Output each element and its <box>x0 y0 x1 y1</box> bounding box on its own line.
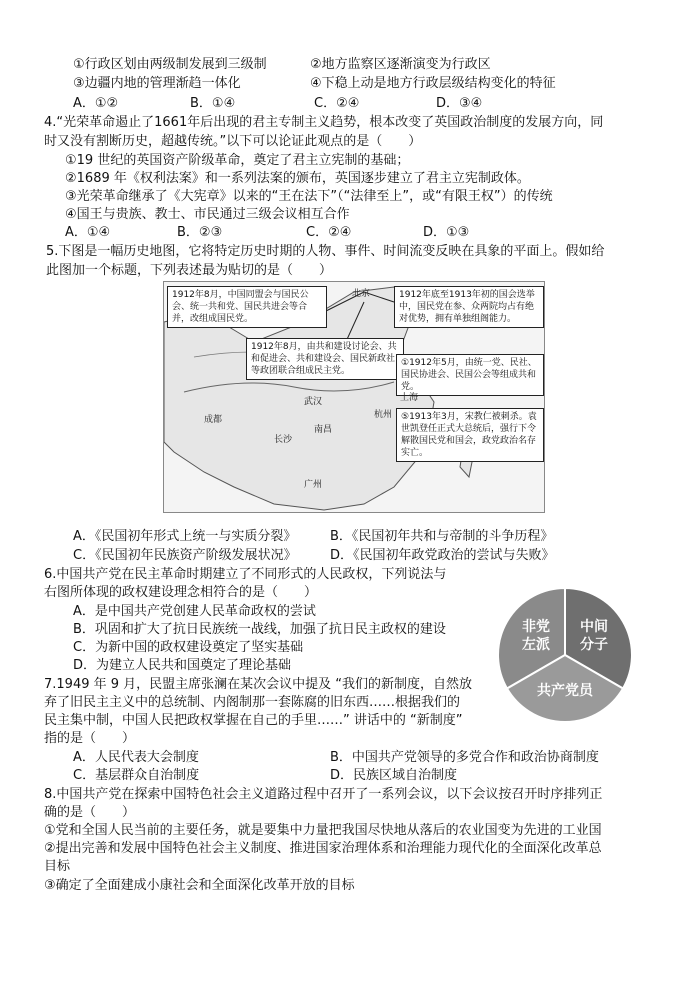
q5-option-b[interactable]: B．《民国初年共和与帝制的斗争历程》 <box>330 529 554 544</box>
map-callout-2: 1912年底至1913年初的国会选举中，国民党在参、众两院均占有绝对优势，拥有单独组阁能力。 <box>394 286 544 328</box>
q7-option-a[interactable]: A．人民代表大会制度 <box>73 750 199 765</box>
q6-option-a[interactable]: A．是中国共产党创建人民革命政权的尝试 <box>73 604 316 619</box>
map-callout-4: ①1912年5月，由统一党、民社、国民协进会、民国公会等组成共和党。 <box>396 354 544 396</box>
q4-statement-2: ②1689 年《权利法案》和一系列法案的颁布，英国逐步建立了君主立宪制政体。 <box>65 171 530 186</box>
q4-stem-line1: 4.“光荣革命遏止了1661年后出现的君主专制主义趋势，根本改变了英国政治制度的发展方向，同 <box>44 115 604 130</box>
pie-label-bottom: 共产党员 <box>537 683 593 699</box>
city-changsha: 长沙 <box>274 435 293 445</box>
q4-stem-line2: 时又没有割断历史，超越传统。”以下可以论证此观点的是（ ） <box>44 134 422 149</box>
prev-option-c[interactable]: C．②④ <box>314 96 360 111</box>
q6-option-d[interactable]: D．为建立人民共和国奠定了理论基础 <box>73 658 292 673</box>
prev-option-b[interactable]: B．①④ <box>190 96 236 111</box>
city-shanghai: 上海 <box>400 393 419 403</box>
city-beijing: 北京 <box>352 289 371 299</box>
q8-stem-line1: 8.中国共产党在探索中国特色社会主义道路过程中召开了一系列会议，以下会议按召开时序排列正 <box>44 787 603 802</box>
city-hangzhou: 杭州 <box>374 410 393 420</box>
prev-option-a[interactable]: A．①② <box>73 96 119 111</box>
q7-option-c[interactable]: C．基层群众自治制度 <box>73 768 200 783</box>
q4-option-b[interactable]: B．②③ <box>177 225 223 240</box>
q6-stem-line1: 6.中国共产党在民主革命时期建立了不同形式的人民政权，下列说法与 <box>44 567 447 582</box>
q4-option-c[interactable]: C．②④ <box>306 225 352 240</box>
q4-statement-4: ④国王与贵族、教士、市民通过三级会议相互合作 <box>65 207 350 222</box>
q8-statement-2-cont: 目标 <box>44 859 71 874</box>
city-guangzhou: 广州 <box>304 480 323 490</box>
q6-option-b[interactable]: B．巩固和扩大了抗日民族统一战线，加强了抗日民主政权的建设 <box>73 622 446 637</box>
prev-statement-3: ③边疆内地的管理渐趋一体化 <box>73 76 241 91</box>
q7-stem-line1: 7.1949 年 9 月，民盟主席张澜在某次会议中提及 “我们的新制度，自然放 <box>44 677 473 692</box>
q4-option-a[interactable]: A．①④ <box>65 225 111 240</box>
q8-statement-2: ②提出完善和发展中国特色社会主义制度、推进国家治理体系和治理能力现代化的全面深化改革总 <box>44 841 602 856</box>
pie-label-right: 中间分子 <box>580 619 608 653</box>
q5-stem-line1: 5.下图是一幅历史地图，它将特定历史时期的人物、事件、时间流变反映在具象的平面上。假如给 <box>46 244 605 259</box>
q5-option-c[interactable]: C．《民国初年民族资产阶级发展状况》 <box>73 548 297 563</box>
q4-statement-1: ①19 世纪的英国资产阶级革命，奠定了君主立宪制的基础； <box>65 153 410 168</box>
three-thirds-pie <box>498 588 632 722</box>
q8-stem-line2: 确的是（ ） <box>44 805 136 820</box>
pie-svg <box>498 588 632 722</box>
city-wuhan: 武汉 <box>304 397 323 407</box>
q8-statement-3: ③确定了全面建成小康社会和全面深化改革开放的目标 <box>44 878 355 893</box>
prev-statement-1: ①行政区划由两级制发展到三级制 <box>73 57 267 72</box>
q5-option-a[interactable]: A．《民国初年形式上统一与实质分裂》 <box>73 529 297 544</box>
pie-label-left: 非党左派 <box>522 619 550 653</box>
historical-map <box>163 281 545 513</box>
map-callout-3: 1912年8月，由共和建设讨论会、共和促进会、共和建设会、国民新政社等政团联合组成民主党。 <box>246 338 404 380</box>
city-nanchang: 南昌 <box>314 425 333 435</box>
prev-statement-2: ②地方监察区逐渐演变为行政区 <box>310 57 491 72</box>
q7-option-d[interactable]: D．民族区域自治制度 <box>330 768 458 783</box>
q7-stem-line3: 民主集中制，中国人民把政权掌握在自己的手里……” 讲话中的 “新制度” <box>44 713 463 728</box>
q5-option-d[interactable]: D．《民国初年政党政治的尝试与失败》 <box>330 548 555 563</box>
q4-option-d[interactable]: D．①③ <box>423 225 470 240</box>
q5-stem-line2: 此图加一个标题，下列表述最为贴切的是（ ） <box>46 263 333 278</box>
q8-statement-1: ①党和全国人民当前的主要任务，就是要集中力量把我国尽快地从落后的农业国变为先进的工业国 <box>44 823 602 838</box>
q6-stem-line2: 右图所体现的政权建设理念相符合的是（ ） <box>44 585 318 600</box>
q4-statement-3: ③光荣革命继承了《大宪章》以来的“王在法下”（“法律至上”，或“有限王权”）的传统 <box>65 189 553 204</box>
prev-option-d[interactable]: D．③④ <box>436 96 483 111</box>
q7-stem-line2: 弃了旧民主主义中的总统制、内阁制那一套陈腐的旧东西……根据我们的 <box>44 695 461 710</box>
q7-option-b[interactable]: B．中国共产党领导的多党合作和政治协商制度 <box>330 750 599 765</box>
q7-stem-line4: 指的是（ ） <box>44 731 136 746</box>
q6-option-c[interactable]: C．为新中国的政权建设奠定了坚实基础 <box>73 640 304 655</box>
map-callout-1: 1912年8月，中国同盟会与国民公会、统一共和党、国民共进会等合并，改组成国民党。 <box>167 286 327 328</box>
map-callout-5: ⑤1913年3月，宋教仁被刺杀。袁世凯登任正式大总统后，强行下令解散国民党和国会，政党政治名存实亡。 <box>396 408 544 462</box>
city-chengdu: 成都 <box>204 415 223 425</box>
prev-statement-4: ④下稳上动是地方行政层级结构变化的特征 <box>310 76 556 91</box>
